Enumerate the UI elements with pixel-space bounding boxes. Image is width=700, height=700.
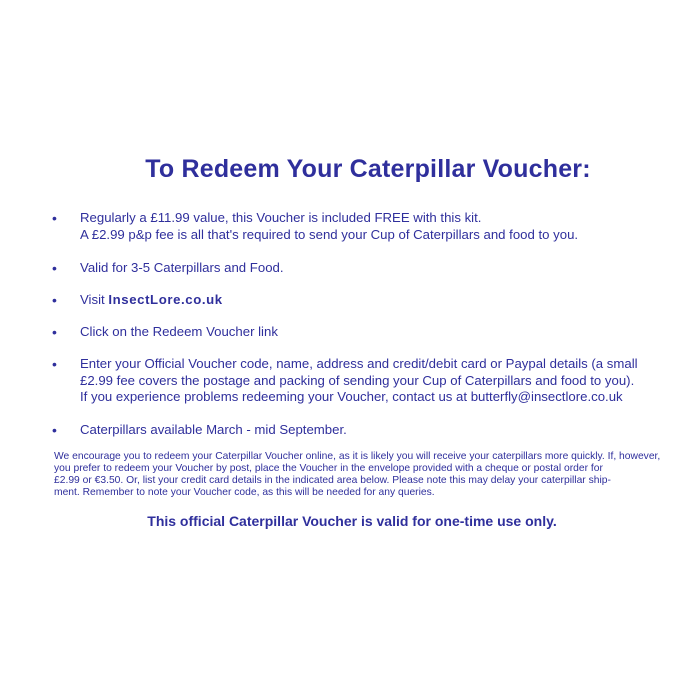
bullet-dot: • <box>52 292 57 308</box>
visit-label: Visit <box>80 292 109 307</box>
bullet-text: Regularly a £11.99 value, this Voucher is included FREE with this kit. <box>80 210 482 225</box>
footer-note: This official Caterpillar Voucher is valid for one-time use only. <box>147 513 557 529</box>
bullet-dot: • <box>52 324 57 340</box>
paragraph-line: We encourage you to redeem your Caterpillar Voucher online, as it is likely you will receive your caterpillars more quickly. If, however, <box>54 451 661 462</box>
bullet-text <box>80 292 223 307</box>
bullet-dot: • <box>52 356 57 372</box>
page-title: To Redeem Your Caterpillar Voucher: <box>145 155 591 183</box>
bullet-dot: • <box>52 422 57 438</box>
paragraph-line: £2.99 or €3.50. Or, list your credit card details in the indicated area below. Please note this may delay your caterpillar ship- <box>54 475 611 486</box>
bullet-text: Valid for 3-5 Caterpillars and Food. <box>80 260 284 275</box>
bullet-dot: • <box>52 260 57 276</box>
bullet-text: A £2.99 p&p fee is all that's required to send your Cup of Caterpillars and food to you. <box>80 227 579 242</box>
bullet-dot: • <box>52 210 57 226</box>
paragraph-line: ment. Remember to note your Voucher code, as this will be needed for any queries. <box>54 487 435 498</box>
bullet-text: Click on the Redeem Voucher link <box>80 324 278 339</box>
website-link[interactable]: InsectLore.co.uk <box>108 292 223 307</box>
bullet-text: £2.99 fee covers the postage and packing of sending your Cup of Caterpillars and food to you). <box>80 373 635 388</box>
paragraph-line: you prefer to redeem your Voucher by post, place the Voucher in the envelope provided with a cheque or postal order for <box>54 463 603 474</box>
bullet-text: Caterpillars available March - mid September. <box>80 422 347 437</box>
bullet-text: If you experience problems redeeming your Voucher, contact us at butterfly@insectlore.co.uk <box>80 389 623 404</box>
bullet-text: Enter your Official Voucher code, name, address and credit/debit card or Paypal details (a small <box>80 356 638 371</box>
